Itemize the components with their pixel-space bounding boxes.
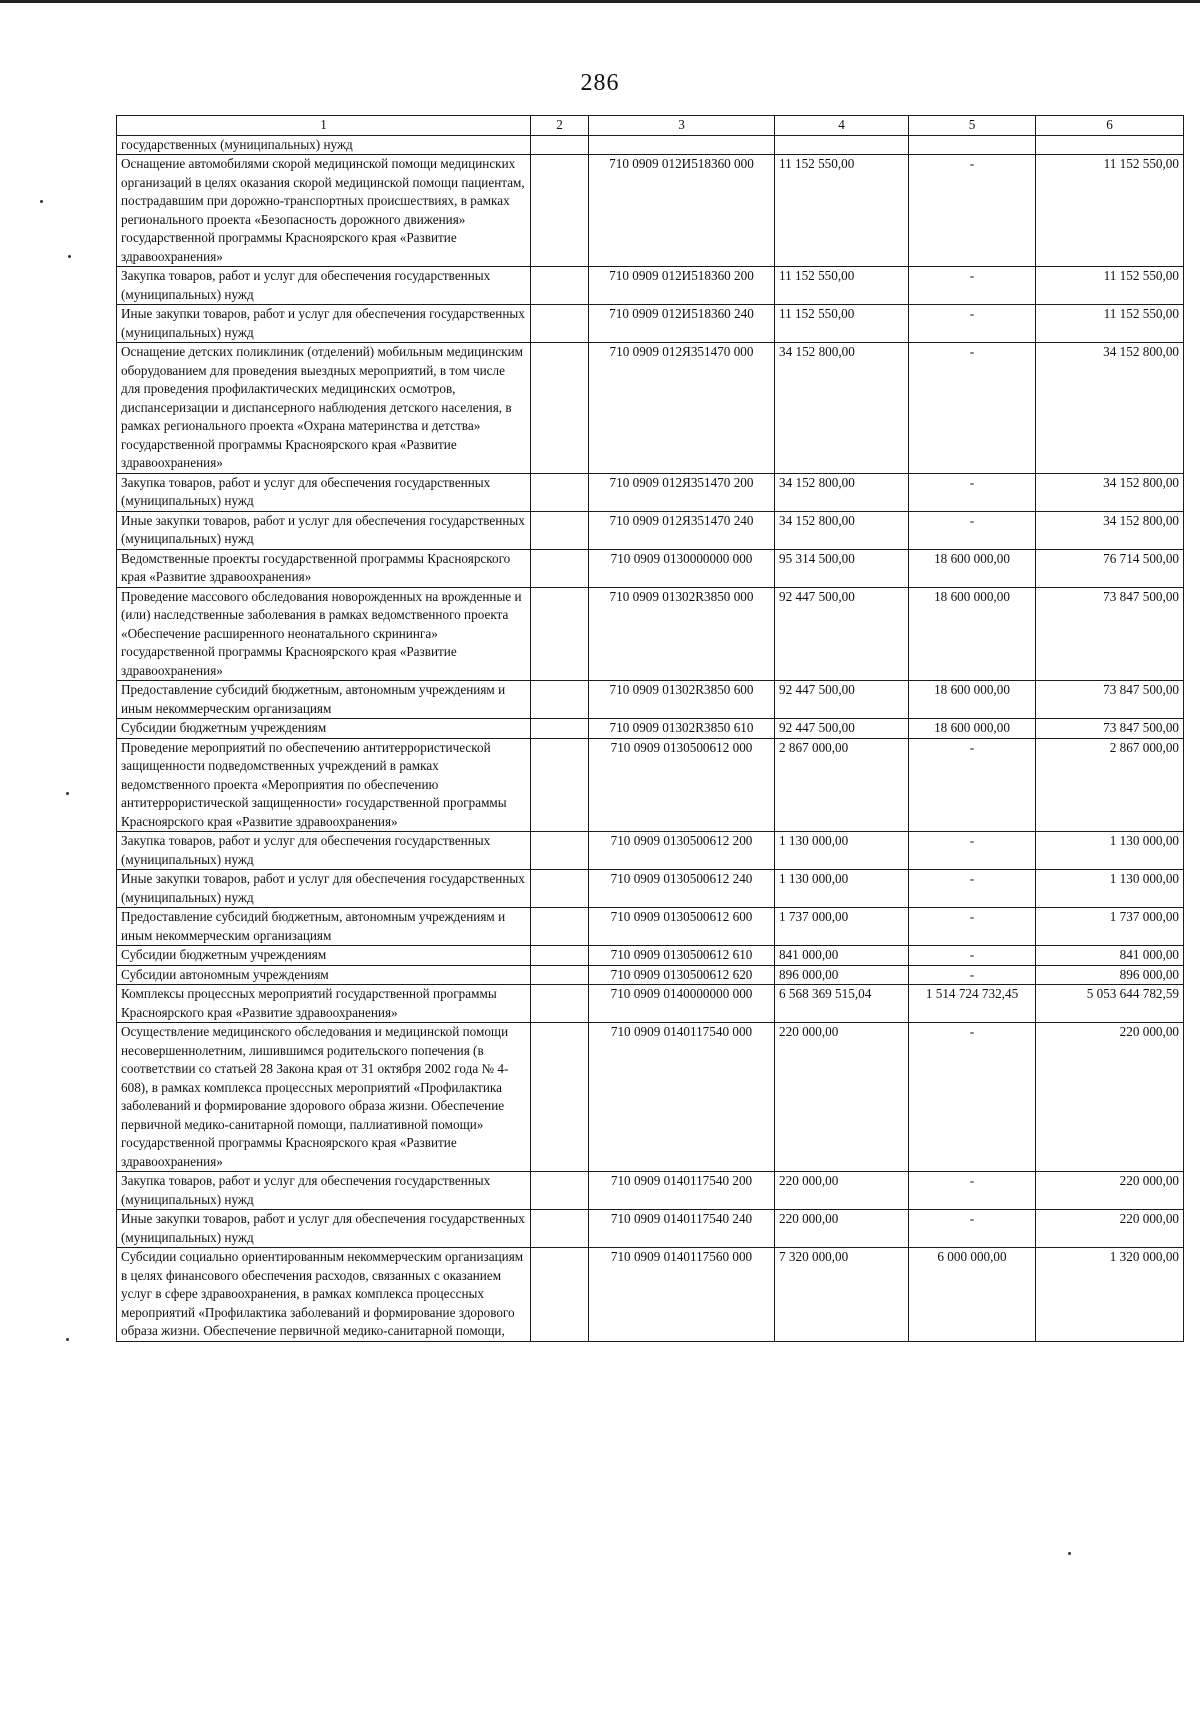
item-name: Предоставление субсидий бюджетным, автономным учреждениям и иным некоммерческим организациям	[117, 908, 531, 946]
column-2-cell	[531, 511, 589, 549]
table-row	[117, 155, 1184, 267]
amount-col-5: -	[909, 155, 1036, 267]
budget-table	[116, 115, 1184, 1342]
column-2-cell	[531, 870, 589, 908]
amount-col-5: 6 000 000,00	[909, 1248, 1036, 1342]
column-header: 2	[531, 116, 589, 136]
amount-col-4: 1 737 000,00	[775, 908, 909, 946]
column-2-cell	[531, 1023, 589, 1172]
budget-code: 710 0909 012Я351470 200	[589, 473, 775, 511]
amount-col-4: 6 568 369 515,04	[775, 985, 909, 1023]
amount-col-5: -	[909, 267, 1036, 305]
amount-col-6: 76 714 500,00	[1036, 549, 1184, 587]
item-name: Иные закупки товаров, работ и услуг для обеспечения государственных (муниципальных) нужд	[117, 511, 531, 549]
item-name: Оснащение автомобилями скорой медицинской помощи медицинских организаций в целях оказания скорой медицинской помощи пациентам, пострадавшим при дорожно-транспортных происшествиях, в рамках регионального проекта «Безопасность дорожного движения» государственной программы Красноярского края «Развитие здравоохранения»	[117, 155, 531, 267]
item-name: Закупка товаров, работ и услуг для обеспечения государственных (муниципальных) нужд	[117, 832, 531, 870]
budget-code: 710 0909 012И518360 000	[589, 155, 775, 267]
scan-speck	[1068, 1552, 1071, 1555]
amount-col-5: -	[909, 511, 1036, 549]
table-row	[117, 1210, 1184, 1248]
amount-col-4: 34 152 800,00	[775, 473, 909, 511]
amount-col-6: 34 152 800,00	[1036, 511, 1184, 549]
scan-speck	[40, 200, 43, 203]
amount-col-6: 34 152 800,00	[1036, 473, 1184, 511]
amount-col-5: -	[909, 305, 1036, 343]
table-row	[117, 965, 1184, 985]
table-row	[117, 1023, 1184, 1172]
amount-col-5: 18 600 000,00	[909, 681, 1036, 719]
scan-speck	[66, 792, 69, 795]
budget-code: 710 0909 01302R3850 000	[589, 587, 775, 681]
column-2-cell	[531, 681, 589, 719]
amount-col-5: 1 514 724 732,45	[909, 985, 1036, 1023]
amount-col-5: -	[909, 1210, 1036, 1248]
amount-col-4: 34 152 800,00	[775, 343, 909, 474]
table-row	[117, 473, 1184, 511]
page-number: 286	[580, 70, 620, 96]
budget-code: 710 0909 0130500612 240	[589, 870, 775, 908]
table-row	[117, 681, 1184, 719]
amount-col-6: 73 847 500,00	[1036, 587, 1184, 681]
item-name: Оснащение детских поликлиник (отделений) мобильным медицинским оборудованием для проведения выездных мероприятий, в том числе для проведения профилактических медицинских осмотров, диспансеризации и диспансерного наблюдения детского населения, в рамках регионального проекта «Охрана материнства и детства» государственной программы Красноярского края «Развитие здравоохранения»	[117, 343, 531, 474]
budget-code: 710 0909 0130500612 620	[589, 965, 775, 985]
column-2-cell	[531, 155, 589, 267]
amount-col-5: 18 600 000,00	[909, 719, 1036, 739]
scan-edge	[0, 0, 1200, 3]
amount-col-4: 95 314 500,00	[775, 549, 909, 587]
column-2-cell	[531, 135, 589, 155]
table-row	[117, 908, 1184, 946]
amount-col-4: 2 867 000,00	[775, 738, 909, 832]
amount-col-5: 18 600 000,00	[909, 587, 1036, 681]
amount-col-6: 1 130 000,00	[1036, 832, 1184, 870]
amount-col-6: 220 000,00	[1036, 1023, 1184, 1172]
table-row	[117, 1172, 1184, 1210]
column-2-cell	[531, 1210, 589, 1248]
budget-code: 710 0909 0130500612 000	[589, 738, 775, 832]
column-header: 3	[589, 116, 775, 136]
column-header: 4	[775, 116, 909, 136]
item-name: Комплексы процессных мероприятий государственной программы Красноярского края «Развитие здравоохранения»	[117, 985, 531, 1023]
column-2-cell	[531, 908, 589, 946]
amount-col-4: 220 000,00	[775, 1210, 909, 1248]
budget-code: 710 0909 012Я351470 000	[589, 343, 775, 474]
table-row	[117, 549, 1184, 587]
column-2-cell	[531, 305, 589, 343]
item-name: Закупка товаров, работ и услуг для обеспечения государственных (муниципальных) нужд	[117, 1172, 531, 1210]
amount-col-6: 1 737 000,00	[1036, 908, 1184, 946]
amount-col-4: 1 130 000,00	[775, 832, 909, 870]
table-row	[117, 267, 1184, 305]
item-name: государственных (муниципальных) нужд	[117, 135, 531, 155]
table-header-row	[117, 116, 1184, 136]
column-2-cell	[531, 719, 589, 739]
amount-col-6: 1 130 000,00	[1036, 870, 1184, 908]
item-name: Субсидии бюджетным учреждениям	[117, 719, 531, 739]
table-row	[117, 719, 1184, 739]
table-body	[117, 135, 1184, 1341]
amount-col-5: 18 600 000,00	[909, 549, 1036, 587]
amount-col-5: -	[909, 946, 1036, 966]
budget-code: 710 0909 0140000000 000	[589, 985, 775, 1023]
column-2-cell	[531, 946, 589, 966]
amount-col-6: 73 847 500,00	[1036, 681, 1184, 719]
amount-col-4: 11 152 550,00	[775, 305, 909, 343]
column-2-cell	[531, 965, 589, 985]
amount-col-6: 220 000,00	[1036, 1210, 1184, 1248]
item-name: Закупка товаров, работ и услуг для обеспечения государственных (муниципальных) нужд	[117, 473, 531, 511]
amount-col-5	[909, 135, 1036, 155]
table-row	[117, 343, 1184, 474]
item-name: Иные закупки товаров, работ и услуг для обеспечения государственных (муниципальных) нужд	[117, 305, 531, 343]
amount-col-4: 896 000,00	[775, 965, 909, 985]
item-name: Ведомственные проекты государственной программы Красноярского края «Развитие здравоохранения»	[117, 549, 531, 587]
amount-col-4: 11 152 550,00	[775, 155, 909, 267]
table-row	[117, 305, 1184, 343]
item-name: Проведение мероприятий по обеспечению антитеррористической защищенности подведомственных учреждений в рамках ведомственного проекта «Мероприятия по обеспечению антитеррористической защищенности» государственной программы Красноярского края «Развитие здравоохранения»	[117, 738, 531, 832]
amount-col-6: 841 000,00	[1036, 946, 1184, 966]
amount-col-4: 220 000,00	[775, 1172, 909, 1210]
amount-col-5: -	[909, 1172, 1036, 1210]
amount-col-4: 220 000,00	[775, 1023, 909, 1172]
amount-col-4: 92 447 500,00	[775, 587, 909, 681]
budget-code: 710 0909 0140117540 200	[589, 1172, 775, 1210]
amount-col-6: 5 053 644 782,59	[1036, 985, 1184, 1023]
item-name: Иные закупки товаров, работ и услуг для обеспечения государственных (муниципальных) нужд	[117, 1210, 531, 1248]
amount-col-6: 34 152 800,00	[1036, 343, 1184, 474]
column-2-cell	[531, 985, 589, 1023]
amount-col-4	[775, 135, 909, 155]
column-2-cell	[531, 267, 589, 305]
budget-code: 710 0909 012Я351470 240	[589, 511, 775, 549]
column-2-cell	[531, 549, 589, 587]
table-row	[117, 946, 1184, 966]
amount-col-6: 73 847 500,00	[1036, 719, 1184, 739]
table-row	[117, 832, 1184, 870]
table-row	[117, 587, 1184, 681]
budget-code: 710 0909 0130000000 000	[589, 549, 775, 587]
amount-col-5: -	[909, 738, 1036, 832]
budget-code: 710 0909 0130500612 200	[589, 832, 775, 870]
column-2-cell	[531, 1172, 589, 1210]
budget-code: 710 0909 012И518360 200	[589, 267, 775, 305]
item-name: Закупка товаров, работ и услуг для обеспечения государственных (муниципальных) нужд	[117, 267, 531, 305]
amount-col-5: -	[909, 473, 1036, 511]
amount-col-4: 841 000,00	[775, 946, 909, 966]
amount-col-4: 7 320 000,00	[775, 1248, 909, 1342]
item-name: Субсидии автономным учреждениям	[117, 965, 531, 985]
budget-code: 710 0909 012И518360 240	[589, 305, 775, 343]
amount-col-4: 92 447 500,00	[775, 681, 909, 719]
scan-speck	[66, 1338, 69, 1341]
amount-col-5: -	[909, 870, 1036, 908]
budget-code: 710 0909 0140117540 240	[589, 1210, 775, 1248]
column-header: 5	[909, 116, 1036, 136]
amount-col-6: 11 152 550,00	[1036, 267, 1184, 305]
column-2-cell	[531, 587, 589, 681]
item-name: Проведение массового обследования новорожденных на врожденные и (или) наследственные заболевания в рамках ведомственного проекта «Обеспечение расширенного неонатального скрининга» государственной программы Красноярского края «Развитие здравоохранения»	[117, 587, 531, 681]
column-2-cell	[531, 473, 589, 511]
table-row	[117, 870, 1184, 908]
item-name: Предоставление субсидий бюджетным, автономным учреждениям и иным некоммерческим организациям	[117, 681, 531, 719]
amount-col-6: 11 152 550,00	[1036, 305, 1184, 343]
column-2-cell	[531, 832, 589, 870]
budget-code	[589, 135, 775, 155]
table-row	[117, 985, 1184, 1023]
amount-col-5: -	[909, 908, 1036, 946]
budget-code: 710 0909 0140117540 000	[589, 1023, 775, 1172]
budget-code: 710 0909 0140117560 000	[589, 1248, 775, 1342]
amount-col-5: -	[909, 343, 1036, 474]
budget-code: 710 0909 0130500612 610	[589, 946, 775, 966]
budget-code: 710 0909 0130500612 600	[589, 908, 775, 946]
table-row	[117, 738, 1184, 832]
item-name: Субсидии социально ориентированным некоммерческим организациям в целях финансового обеспечения расходов, связанных с оказанием услуг в сфере здравоохранения, в рамках комплекса процессных мероприятий «Профилактика заболеваний и формирование здорового образа жизни. Обеспечение первичной медико-санитарной помощи,	[117, 1248, 531, 1342]
column-header: 6	[1036, 116, 1184, 136]
budget-code: 710 0909 01302R3850 610	[589, 719, 775, 739]
amount-col-6: 1 320 000,00	[1036, 1248, 1184, 1342]
amount-col-6: 220 000,00	[1036, 1172, 1184, 1210]
column-2-cell	[531, 738, 589, 832]
table-row	[117, 135, 1184, 155]
amount-col-4: 11 152 550,00	[775, 267, 909, 305]
amount-col-6	[1036, 135, 1184, 155]
column-2-cell	[531, 343, 589, 474]
amount-col-6: 896 000,00	[1036, 965, 1184, 985]
amount-col-6: 11 152 550,00	[1036, 155, 1184, 267]
column-2-cell	[531, 1248, 589, 1342]
item-name: Иные закупки товаров, работ и услуг для обеспечения государственных (муниципальных) нужд	[117, 870, 531, 908]
scan-speck	[68, 255, 71, 258]
amount-col-5: -	[909, 832, 1036, 870]
amount-col-4: 1 130 000,00	[775, 870, 909, 908]
item-name: Субсидии бюджетным учреждениям	[117, 946, 531, 966]
amount-col-5: -	[909, 965, 1036, 985]
budget-code: 710 0909 01302R3850 600	[589, 681, 775, 719]
amount-col-5: -	[909, 1023, 1036, 1172]
table-row	[117, 1248, 1184, 1342]
item-name: Осуществление медицинского обследования и медицинской помощи несовершеннолетним, лишившимся родительского попечения (в соответствии со статьей 28 Закона края от 31 октября 2002 года № 4-608), в рамках комплекса процессных мероприятий «Профилактика заболеваний и формирование здорового образа жизни. Обеспечение первичной медико-санитарной помощи, паллиативной помощи» государственной программы Красноярского края «Развитие здравоохранения»	[117, 1023, 531, 1172]
amount-col-6: 2 867 000,00	[1036, 738, 1184, 832]
table-row	[117, 511, 1184, 549]
amount-col-4: 92 447 500,00	[775, 719, 909, 739]
amount-col-4: 34 152 800,00	[775, 511, 909, 549]
column-header: 1	[117, 116, 531, 136]
